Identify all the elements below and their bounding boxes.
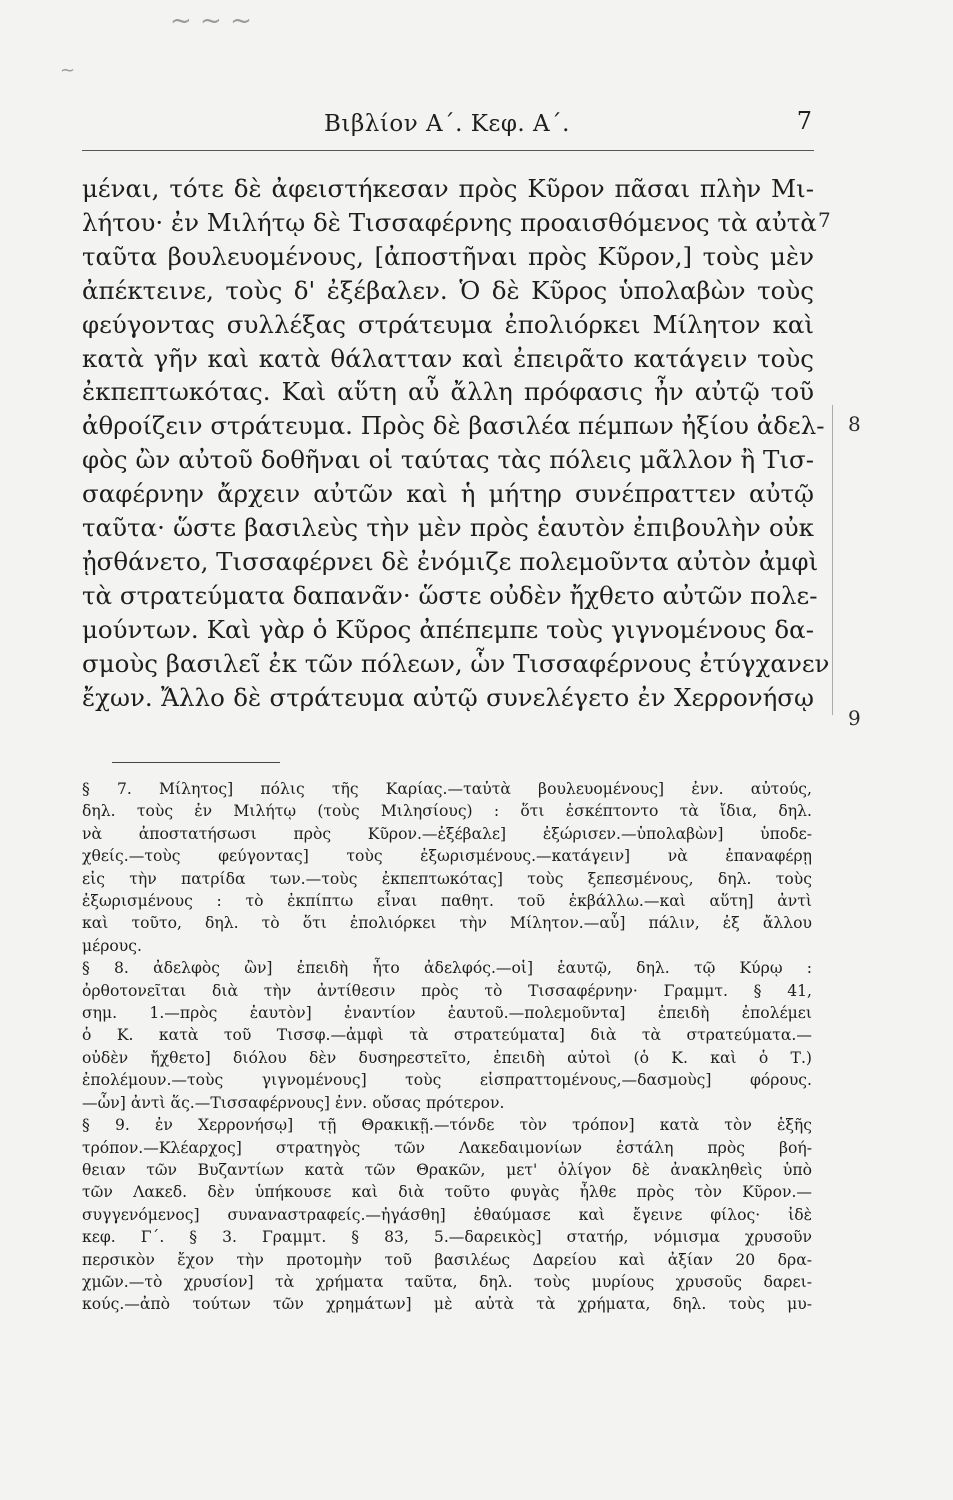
pencil-scribble-left: ~	[60, 60, 76, 81]
text-line: ταῦτα· ὥστε βασιλεὺς τὴν μὲν πρὸς ἑαυτὸν ἐπιβουλὴν οὐκ	[82, 513, 814, 543]
note-line: οὐδὲν ἤχθετο] διόλου δὲν δυσηρεστεῖτο, ἐπειδὴ αὐτοὶ (ὁ Κ. καὶ ὁ Τ.)	[82, 1048, 812, 1067]
note-line: χμῶν.—τὸ χρυσίον] τὰ χρήματα ταῦτα, δηλ. τοὺς μυρίους χρυσοῦς δαρει-	[82, 1272, 812, 1291]
header-rule	[82, 150, 814, 151]
note-line: § 7. Μίλητος] πόλις τῆς Καρίας.—ταὐτὰ βουλευομένους] ἐνν. αὐτούς,	[82, 780, 812, 798]
page-number: 7	[796, 107, 812, 135]
note-line: θειαν τῶν Βυζαντίων κατὰ τῶν Θρακῶν, μετ' ὀλίγον δὲ ἀνακληθεὶς ὑπὸ	[82, 1160, 812, 1179]
text-line: σαφέρνην ἄρχειν αὐτῶν καὶ ἡ μήτηρ συνέπραττεν αὐτῷ	[82, 479, 814, 509]
pencil-scribble-top: ~ ~ ~	[170, 6, 252, 36]
text-line: ἐκπεπτωκότας. Καὶ αὕτη αὖ ἄλλη πρόφασις ἦν αὐτῷ τοῦ	[82, 377, 814, 407]
note-line: περσικὸν ἔχον τὴν προτομὴν τοῦ βασιλέως Δαρείου καὶ ἀξίαν 20 δρα-	[82, 1250, 812, 1269]
note-line: § 9. ἐν Χερρονήσῳ] τῇ Θρακικῇ.—τόνδε τὸν τρόπον] κατὰ τὸν ἑξῆς	[82, 1116, 812, 1135]
commentary-notes	[82, 778, 812, 1316]
note-line: σημ. 1.—πρὸς ἑαυτὸν] ἐναντίον ἑαυτοῦ.—πολεμοῦντα] ἐπειδὴ ἐπολέμει	[82, 1004, 812, 1023]
running-head	[82, 105, 812, 145]
note-line: ὀρθοτονεῖται διὰ τὴν ἀντίθεσιν πρὸς τὸ Τισσαφέρνην· Γραμμτ. § 41,	[82, 981, 812, 1000]
note-line: κούς.—ἀπὸ τούτων τῶν χρημάτων] μὲ αὐτὰ τὰ χρήματα, δηλ. τοὺς μυ-	[82, 1295, 812, 1314]
text-line: σμοὺς βασιλεῖ ἐκ τῶν πόλεων, ὧν Τισσαφέρνους ἐτύγχανεν	[82, 648, 830, 678]
note-line: ἐξωρισμένους : τὸ ἐκπίπτω εἶναι παθητ. τοῦ ἐκβάλλω.—καὶ αὕτη] ἀντὶ	[82, 892, 812, 911]
text-line: μούντων. Καὶ γὰρ ὁ Κῦρος ἀπέπεμπε τοὺς γιγνομένους δα-	[82, 614, 814, 644]
note-line: τῶν Λακεδ. δὲν ὑπήκουσε καὶ διὰ τοῦτο φυγὰς ἦλθε πρὸς τὸν Κῦρον.—	[82, 1183, 812, 1202]
text-line: ταῦτα βουλευομένους, [ἀποστῆναι πρὸς Κῦρον,] τοὺς μὲν	[82, 241, 814, 271]
main-text	[82, 172, 830, 715]
text-line: φεύγοντας συλλέξας στράτευμα ἐπολιόρκει Μίλητον καὶ	[82, 309, 814, 339]
section-number-9: 9	[848, 706, 861, 730]
section-number-7: 7	[818, 208, 831, 232]
text-line: ᾐσθάνετο, Τισσαφέρνει δὲ ἐνόμιζε πολεμοῦντα αὐτὸν ἀμφὶ	[82, 546, 819, 576]
text-line: λήτου· ἐν Μιλήτῳ δὲ Τισσαφέρνης προαισθόμενος τὰ αὐτὰ	[82, 207, 817, 237]
note-line: εἰς τὴν πατρίδα των.—τοὺς ἐκπεπτωκότας] τοὺς ξεπεσμένους, δηλ. τοὺς	[82, 869, 812, 888]
text-line: ἀπέκτεινε, τοὺς δ' ἐξέβαλεν. Ὁ δὲ Κῦρος ὑπολαβὼν τοὺς	[82, 275, 814, 305]
running-head-title: Βιβλίον Α΄. Κεφ. Α΄.	[324, 111, 570, 137]
note-line: νὰ ἀποστατήσωσι πρὸς Κῦρον.—ἐξέβαλε] ἐξώρισεν.—ὑπολαβὼν] ὑποδε-	[82, 824, 812, 843]
notes-separator	[112, 762, 280, 763]
note-line: δηλ. τοὺς ἐν Μιλήτῳ (τοὺς Μιλησίους) : ὅτι ἐσκέπτοντο τὰ ἴδια, δηλ.	[82, 802, 812, 821]
text-line: μέναι, τότε δὲ ἀφειστήκεσαν πρὸς Κῦρον πᾶσαι πλὴν Μι-	[82, 174, 814, 203]
text-line: ἔχων. Ἄλλο δὲ στράτευμα αὐτῷ συνελέγετο ἐν Χερρονήσῳ	[82, 682, 814, 712]
note-line: κεφ. Γ΄. § 3. Γραμμτ. § 83, 5.—δαρεικὸς] στατήρ, νόμισμα χρυσοῦν	[82, 1228, 812, 1247]
section-number-8: 8	[848, 412, 861, 436]
note-line: χθείς.—τοὺς φεύγοντας] τοὺς ἐξωρισμένους.—κατάγειν] νὰ ἐπαναφέρῃ	[82, 847, 812, 866]
note-line: ἐπολέμουν.—τοὺς γιγνομένους] τοὺς εἰσπραττομένους,—δασμοὺς] φόρους.	[82, 1071, 812, 1090]
text-line: φὸς ὢν αὐτοῦ δοθῆναι οἱ ταύτας τὰς πόλεις μᾶλλον ἢ Τισ-	[82, 445, 814, 475]
note-line: ὁ Κ. κατὰ τοῦ Τισσφ.—ἀμφὶ τὰ στρατεύματα] διὰ τὰ στρατεύματα.—	[82, 1026, 812, 1045]
note-line: § 8. ἀδελφὸς ὢν] ἐπειδὴ ἦτο ἀδελφός.—οἱ] ἑαυτῷ, δηλ. τῷ Κύρῳ :	[82, 959, 812, 978]
text-line: ἀθροίζειν στράτευμα. Πρὸς δὲ βασιλέα πέμπων ἠξίου ἀδελ-	[82, 411, 825, 441]
text-line: τὰ στρατεύματα δαπανᾶν· ὥστε οὐδὲν ἤχθετο αὐτῶν πολε-	[82, 580, 818, 610]
pencil-margin-line	[832, 405, 833, 715]
note-line: τρόπον.—Κλέαρχος] στρατηγὸς τῶν Λακεδαιμονίων ἐστάλη πρὸς βοή-	[82, 1138, 812, 1157]
text-line: κατὰ γῆν καὶ κατὰ θάλατταν καὶ ἐπειρᾶτο κατάγειν τοὺς	[82, 343, 814, 373]
note-line: συγγενόμενος] συναναστραφείς.—ἠγάσθη] ἐθαύμασε καὶ ἔγεινε φίλος· ἰδὲ	[82, 1205, 812, 1224]
note-line: μέρους.	[82, 936, 142, 955]
note-line: καὶ τοῦτο, δηλ. τὸ ὅτι ἐπολιόρκει τὴν Μίλητον.—αὖ] πάλιν, ἐξ ἄλλου	[82, 914, 812, 933]
note-line: —ὧν] ἀντὶ ἅς.—Τισσαφέρνους] ἐνν. οὔσας πρότερον.	[82, 1093, 505, 1112]
